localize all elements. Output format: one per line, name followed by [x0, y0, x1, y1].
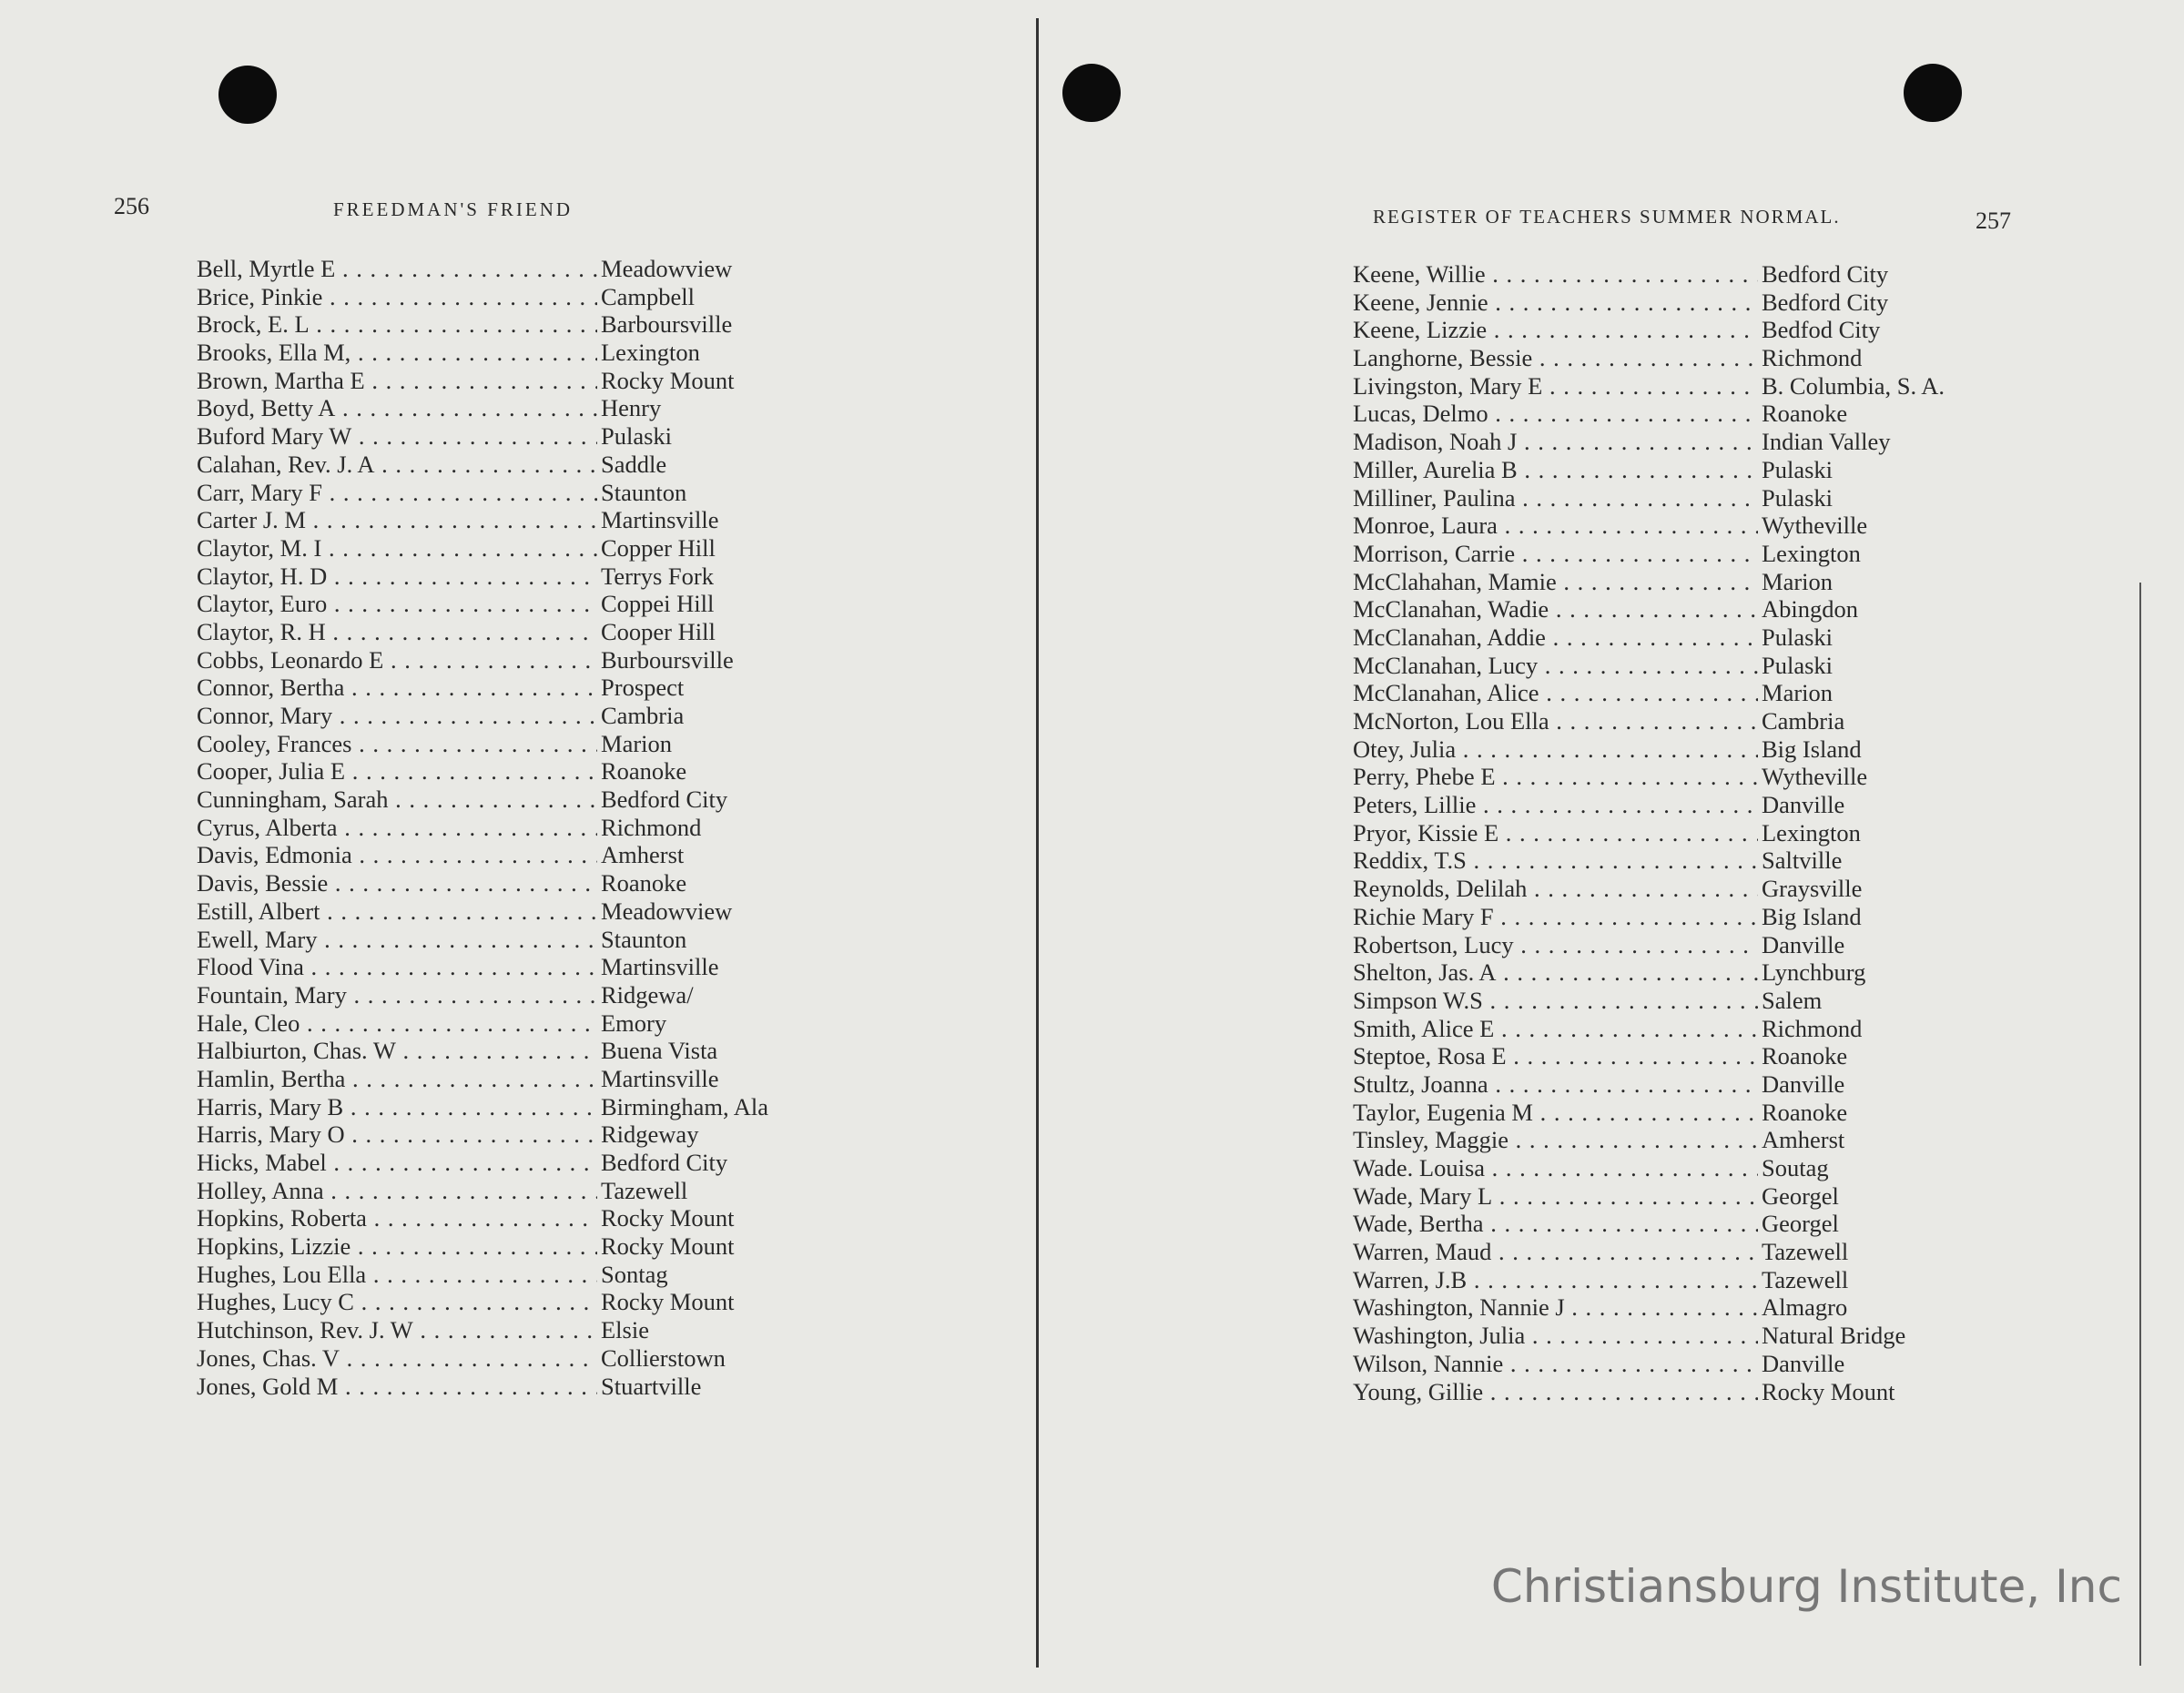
entry-place: Roanoke [1762, 1042, 1848, 1070]
entry-name: Keene, Jennie . . . [1353, 289, 1758, 317]
list-item [1353, 400, 1945, 428]
entry-name: Harris, Mary O . . . [197, 1120, 597, 1149]
entry-name: Carr, Mary F . . . [197, 479, 597, 507]
entry-name: Keene, Lizzie . . . [1353, 316, 1758, 344]
entry-name: Lucas, Delmo . . . [1353, 400, 1758, 428]
list-item [1353, 931, 1945, 959]
entry-name: Ewell, Mary . . . [197, 926, 597, 954]
entry-place: Lynchburg [1762, 958, 1866, 987]
entry-name: Stultz, Joanna . . . [1353, 1070, 1758, 1099]
right-page [1038, 0, 2184, 1693]
entry-place: Danville [1762, 1349, 1845, 1377]
list-item [1353, 1182, 1945, 1211]
entry-name: Hale, Cleo . . . [197, 1009, 597, 1038]
list-item [197, 897, 768, 926]
list-item [1353, 456, 1945, 484]
list-item [1353, 428, 1945, 456]
entry-place: Martinsville [601, 506, 719, 534]
entry-name: Reynolds, Delilah . . . [1353, 875, 1758, 903]
list-item [1353, 1378, 1945, 1406]
entry-place: Amherst [1762, 1126, 1845, 1154]
entry-place: Meadowview [601, 255, 733, 282]
entry-place: Marion [1762, 567, 1834, 595]
entry-name: Cunningham, Sarah . . . [197, 786, 597, 814]
list-item [1353, 623, 1945, 652]
entry-place: Danville [1762, 1070, 1845, 1098]
entry-place: Soutag [1762, 1154, 1829, 1181]
binder-hole-icon [218, 66, 277, 124]
entry-name: Flood Vina . . . [197, 953, 597, 981]
entry-name: Bell, Myrtle E . . . [197, 255, 597, 283]
entry-name: Robertson, Lucy . . . [1353, 931, 1758, 959]
entry-place: Saltville [1762, 846, 1843, 875]
list-item [1353, 1350, 1945, 1378]
entry-name: Pryor, Kissie E . . . [1353, 819, 1758, 847]
list-item [197, 869, 768, 897]
list-item [197, 814, 768, 842]
entry-place: Buena Vista [601, 1037, 718, 1065]
watermark: Christiansburg Institute, Inc [1490, 1560, 2122, 1613]
entry-name: Carter J. M . . . [197, 506, 597, 534]
entry-place: Bedford City [601, 1149, 728, 1176]
entry-place: Pulaski [1762, 483, 1834, 512]
entry-place: Bedford City [1762, 260, 1889, 288]
entry-place: Burboursville [601, 645, 734, 674]
entry-name: Steptoe, Rosa E . . . [1353, 1042, 1758, 1070]
entry-place: Cooper Hill [601, 617, 716, 645]
entry-name: Wade, Mary L . . . [1353, 1182, 1758, 1211]
entry-name: Boyd, Betty A . . . [197, 394, 597, 422]
entry-place: Coppei Hill [601, 590, 715, 618]
entry-place: Georgel [1762, 1181, 1839, 1210]
entry-name: Hutchinson, Rev. J. W . . . [197, 1316, 597, 1344]
list-item [197, 1177, 768, 1205]
list-item [1353, 735, 1945, 764]
list-item [197, 1009, 768, 1038]
list-item [197, 1120, 768, 1149]
entry-name: Morrison, Carrie . . . [1353, 540, 1758, 568]
list-item [197, 563, 768, 591]
entry-place: Big Island [1762, 735, 1862, 763]
list-item [197, 646, 768, 674]
entry-name: McClanahan, Wadie . . . [1353, 595, 1758, 623]
entry-name: Calahan, Rev. J. A . . . [197, 451, 597, 479]
list-item [197, 757, 768, 786]
entry-name: Warren, Maud . . . [1353, 1238, 1758, 1266]
list-item [1353, 1266, 1945, 1294]
entry-place: Lexington [601, 339, 700, 367]
entry-place: Amherst [601, 841, 685, 869]
entry-name: Brice, Pinkie . . . [197, 283, 597, 311]
list-item [197, 981, 768, 1009]
entry-place: Roanoke [1762, 400, 1848, 428]
entry-place: Georgel [1762, 1210, 1839, 1238]
entry-place: Rocky Mount [601, 366, 735, 394]
list-item [1353, 1099, 1945, 1127]
entry-name: Otey, Julia . . . [1353, 735, 1758, 764]
list-item [1353, 819, 1945, 847]
entry-name: Davis, Bessie . . . [197, 869, 597, 897]
list-item [1353, 1154, 1945, 1182]
list-item [1353, 1210, 1945, 1238]
entry-name: Monroe, Laura . . . [1353, 512, 1758, 540]
entry-place: Saddle [601, 450, 667, 478]
register-list [1353, 260, 1945, 1405]
entry-name: McClanahan, Alice . . . [1353, 679, 1758, 707]
entry-place: Bedfod City [1762, 316, 1881, 344]
entry-name: Fountain, Mary . . . [197, 981, 597, 1009]
entry-name: Young, Gillie . . . [1353, 1378, 1758, 1406]
entry-name: Simpson W.S . . . [1353, 987, 1758, 1015]
entry-name: Livingston, Mary E . . . [1353, 372, 1758, 400]
entry-name: Wilson, Nannie . . . [1353, 1350, 1758, 1378]
list-item [1353, 846, 1945, 875]
entry-name: McNorton, Lou Ella . . . [1353, 707, 1758, 735]
entry-name: Hamlin, Bertha . . . [197, 1065, 597, 1093]
entry-place: Marion [1762, 679, 1834, 707]
entry-place: Lexington [1762, 539, 1861, 567]
running-head: FREEDMAN'S FRIEND [333, 198, 574, 220]
entry-place: Rocky Mount [601, 1288, 735, 1316]
list-item [1353, 316, 1945, 344]
entry-place: Collierstown [601, 1343, 726, 1372]
list-item [1353, 1238, 1945, 1266]
page-number: 257 [1976, 208, 2011, 234]
entry-place: B. Columbia, S. A. [1762, 371, 1945, 400]
entry-name: Brock, E. L . . . [197, 310, 597, 339]
entry-place: Campbell [601, 282, 696, 310]
entry-name: McClanahan, Lucy . . . [1353, 652, 1758, 680]
left-page [0, 0, 1038, 1693]
entry-place: Staunton [601, 478, 687, 506]
list-item [1353, 1126, 1945, 1154]
list-item [1353, 1015, 1945, 1043]
entry-place: Copper Hill [601, 533, 716, 562]
entry-name: Claytor, Euro . . . [197, 590, 597, 618]
entry-name: Taylor, Eugenia M . . . [1353, 1099, 1758, 1127]
entry-place: Graysville [1762, 875, 1863, 903]
list-item [197, 1373, 768, 1401]
entry-name: Cooley, Frances . . . [197, 730, 597, 758]
entry-place: Wytheville [1762, 512, 1868, 540]
entry-name: Keene, Willie . . . [1353, 260, 1758, 289]
entry-place: Birmingham, Ala [601, 1092, 769, 1120]
list-item [1353, 679, 1945, 707]
entry-name: Warren, J.B . . . [1353, 1266, 1758, 1294]
list-item [1353, 289, 1945, 317]
entry-place: Emory [601, 1009, 667, 1037]
entry-name: Madison, Noah J . . . [1353, 428, 1758, 456]
binder-hole-icon [1904, 64, 1962, 122]
entry-place: Stuartville [601, 1372, 702, 1400]
entry-place: Pulaski [601, 422, 673, 451]
list-item [197, 674, 768, 702]
entry-name: Claytor, H. D . . . [197, 563, 597, 591]
entry-name: Washington, Nannie J . . . [1353, 1293, 1758, 1322]
entry-place: Tazewell [1762, 1265, 1849, 1293]
list-item [197, 255, 768, 283]
list-item [197, 1261, 768, 1289]
entry-name: Wade, Bertha . . . [1353, 1210, 1758, 1238]
list-item [197, 422, 768, 451]
register-list [197, 255, 768, 1400]
entry-place: Terrys Fork [601, 562, 714, 590]
list-item [197, 1344, 768, 1373]
entry-place: Abingdon [1762, 595, 1858, 623]
entry-place: Richmond [1762, 344, 1863, 372]
list-item [1353, 568, 1945, 596]
entry-place: Rocky Mount [601, 1232, 735, 1261]
entry-place: Lexington [1762, 818, 1861, 846]
entry-place: Almagro [1762, 1293, 1848, 1322]
list-item [197, 1037, 768, 1065]
entry-name: Cobbs, Leonardo E . . . [197, 646, 597, 674]
entry-name: Hughes, Lucy C . . . [197, 1288, 597, 1316]
entry-name: Davis, Edmonia . . . [197, 841, 597, 869]
entry-place: Tazewell [601, 1176, 688, 1204]
entry-place: Staunton [601, 925, 687, 953]
entry-place: Danville [1762, 791, 1845, 819]
entry-place: Ridgeway [601, 1120, 699, 1149]
entry-name: Buford Mary W . . . [197, 422, 597, 451]
entry-place: Martinsville [601, 953, 719, 981]
list-item [197, 310, 768, 339]
list-item [197, 953, 768, 981]
list-item [197, 367, 768, 395]
entry-name: McClanahan, Addie . . . [1353, 623, 1758, 652]
entry-place: Henry [601, 394, 662, 422]
entry-name: Milliner, Paulina . . . [1353, 484, 1758, 512]
entry-name: Halbiurton, Chas. W . . . [197, 1037, 597, 1065]
entry-place: Elsie [601, 1316, 649, 1344]
entry-name: Jones, Chas. V . . . [197, 1344, 597, 1373]
entry-name: Estill, Albert . . . [197, 897, 597, 926]
list-item [1353, 512, 1945, 540]
list-item [1353, 260, 1945, 289]
entry-place: Salem [1762, 986, 1823, 1014]
list-item [197, 339, 768, 367]
entry-place: Pulaski [1762, 455, 1834, 483]
list-item [1353, 791, 1945, 819]
list-item [197, 1093, 768, 1121]
list-item [1353, 1322, 1945, 1350]
list-item [197, 926, 768, 954]
entry-name: Brown, Martha E . . . [197, 367, 597, 395]
entry-name: Harris, Mary B . . . [197, 1093, 597, 1121]
list-item [1353, 595, 1945, 623]
list-item [197, 479, 768, 507]
entry-place: Wytheville [1762, 763, 1868, 791]
list-item [1353, 903, 1945, 931]
entry-place: Big Island [1762, 902, 1862, 930]
entry-place: Cambria [601, 702, 685, 729]
list-item [197, 394, 768, 422]
entry-place: Bedford City [1762, 288, 1889, 316]
entry-name: Richie Mary F . . . [1353, 903, 1758, 931]
list-item [197, 702, 768, 730]
list-item [1353, 1070, 1945, 1099]
entry-place: Pulaski [1762, 651, 1834, 679]
entry-name: Smith, Alice E . . . [1353, 1015, 1758, 1043]
page-number: 256 [114, 193, 149, 219]
entry-place: Bedford City [601, 786, 728, 814]
list-item [1353, 707, 1945, 735]
entry-name: Miller, Aurelia B . . . [1353, 456, 1758, 484]
entry-name: Peters, Lillie . . . [1353, 791, 1758, 819]
entry-place: Richmond [1762, 1014, 1863, 1042]
entry-name: Hicks, Mabel . . . [197, 1149, 597, 1177]
binder-hole-icon [1062, 64, 1121, 122]
entry-place: Indian Valley [1762, 428, 1891, 456]
entry-name: Claytor, M. I . . . [197, 534, 597, 563]
entry-name: Perry, Phebe E . . . [1353, 763, 1758, 791]
list-item [197, 506, 768, 534]
list-item [1353, 344, 1945, 372]
list-item [197, 1065, 768, 1093]
entry-place: Roanoke [1762, 1098, 1848, 1126]
list-item [1353, 1293, 1945, 1322]
list-item [1353, 372, 1945, 400]
entry-place: Prospect [601, 674, 685, 702]
list-item [1353, 763, 1945, 791]
list-item [197, 451, 768, 479]
running-head: REGISTER OF TEACHERS SUMMER NORMAL. [1373, 206, 1841, 228]
entry-place: Richmond [601, 813, 702, 841]
entry-name: Jones, Gold M . . . [197, 1373, 597, 1401]
entry-place: Danville [1762, 930, 1845, 958]
entry-place: Meadowview [601, 897, 733, 925]
entry-place: Roanoke [601, 757, 687, 786]
entry-name: Reddix, T.S . . . [1353, 846, 1758, 875]
entry-name: Claytor, R. H . . . [197, 618, 597, 646]
entry-name: Holley, Anna . . . [197, 1177, 597, 1205]
list-item [197, 786, 768, 814]
list-item [197, 283, 768, 311]
entry-place: Rocky Mount [1762, 1377, 1895, 1405]
list-item [1353, 1042, 1945, 1070]
entry-place: Pulaski [1762, 623, 1834, 651]
list-item [197, 1316, 768, 1344]
entry-name: Shelton, Jas. A . . . [1353, 958, 1758, 987]
entry-name: Washington, Julia . . . [1353, 1322, 1758, 1350]
entry-place: Barboursville [601, 310, 733, 339]
entry-name: Connor, Bertha . . . [197, 674, 597, 702]
entry-name: Cyrus, Alberta . . . [197, 814, 597, 842]
list-item [197, 1149, 768, 1177]
list-item [197, 590, 768, 618]
entry-place: Cambria [1762, 707, 1845, 735]
entry-place: Tazewell [1762, 1238, 1849, 1266]
list-item [1353, 958, 1945, 987]
entry-name: Tinsley, Maggie . . . [1353, 1126, 1758, 1154]
list-item [197, 1232, 768, 1261]
entry-place: Natural Bridge [1762, 1322, 1906, 1350]
entry-place: Sontag [601, 1260, 668, 1288]
entry-place: Ridgewa/ [601, 980, 694, 1009]
entry-name: Connor, Mary . . . [197, 702, 597, 730]
list-item [197, 618, 768, 646]
entry-name: Hopkins, Lizzie . . . [197, 1232, 597, 1261]
list-item [197, 841, 768, 869]
list-item [1353, 875, 1945, 903]
entry-name: Langhorne, Bessie . . . [1353, 344, 1758, 372]
entry-place: Martinsville [601, 1064, 719, 1092]
entry-name: Hughes, Lou Ella . . . [197, 1261, 597, 1289]
entry-name: Cooper, Julia E . . . [197, 757, 597, 786]
entry-place: Rocky Mount [601, 1204, 735, 1232]
entry-name: McClahahan, Mamie . . . [1353, 568, 1758, 596]
list-item [1353, 652, 1945, 680]
entry-place: Marion [601, 729, 673, 757]
list-item [197, 1288, 768, 1316]
entry-place: Roanoke [601, 869, 687, 897]
list-item [197, 534, 768, 563]
list-item [197, 1204, 768, 1232]
list-item [1353, 987, 1945, 1015]
entry-name: Hopkins, Roberta . . . [197, 1204, 597, 1232]
list-item [1353, 484, 1945, 512]
list-item [197, 730, 768, 758]
entry-name: Brooks, Ella M, . . . [197, 339, 597, 367]
list-item [1353, 540, 1945, 568]
entry-name: Wade. Louisa . . . [1353, 1154, 1758, 1182]
